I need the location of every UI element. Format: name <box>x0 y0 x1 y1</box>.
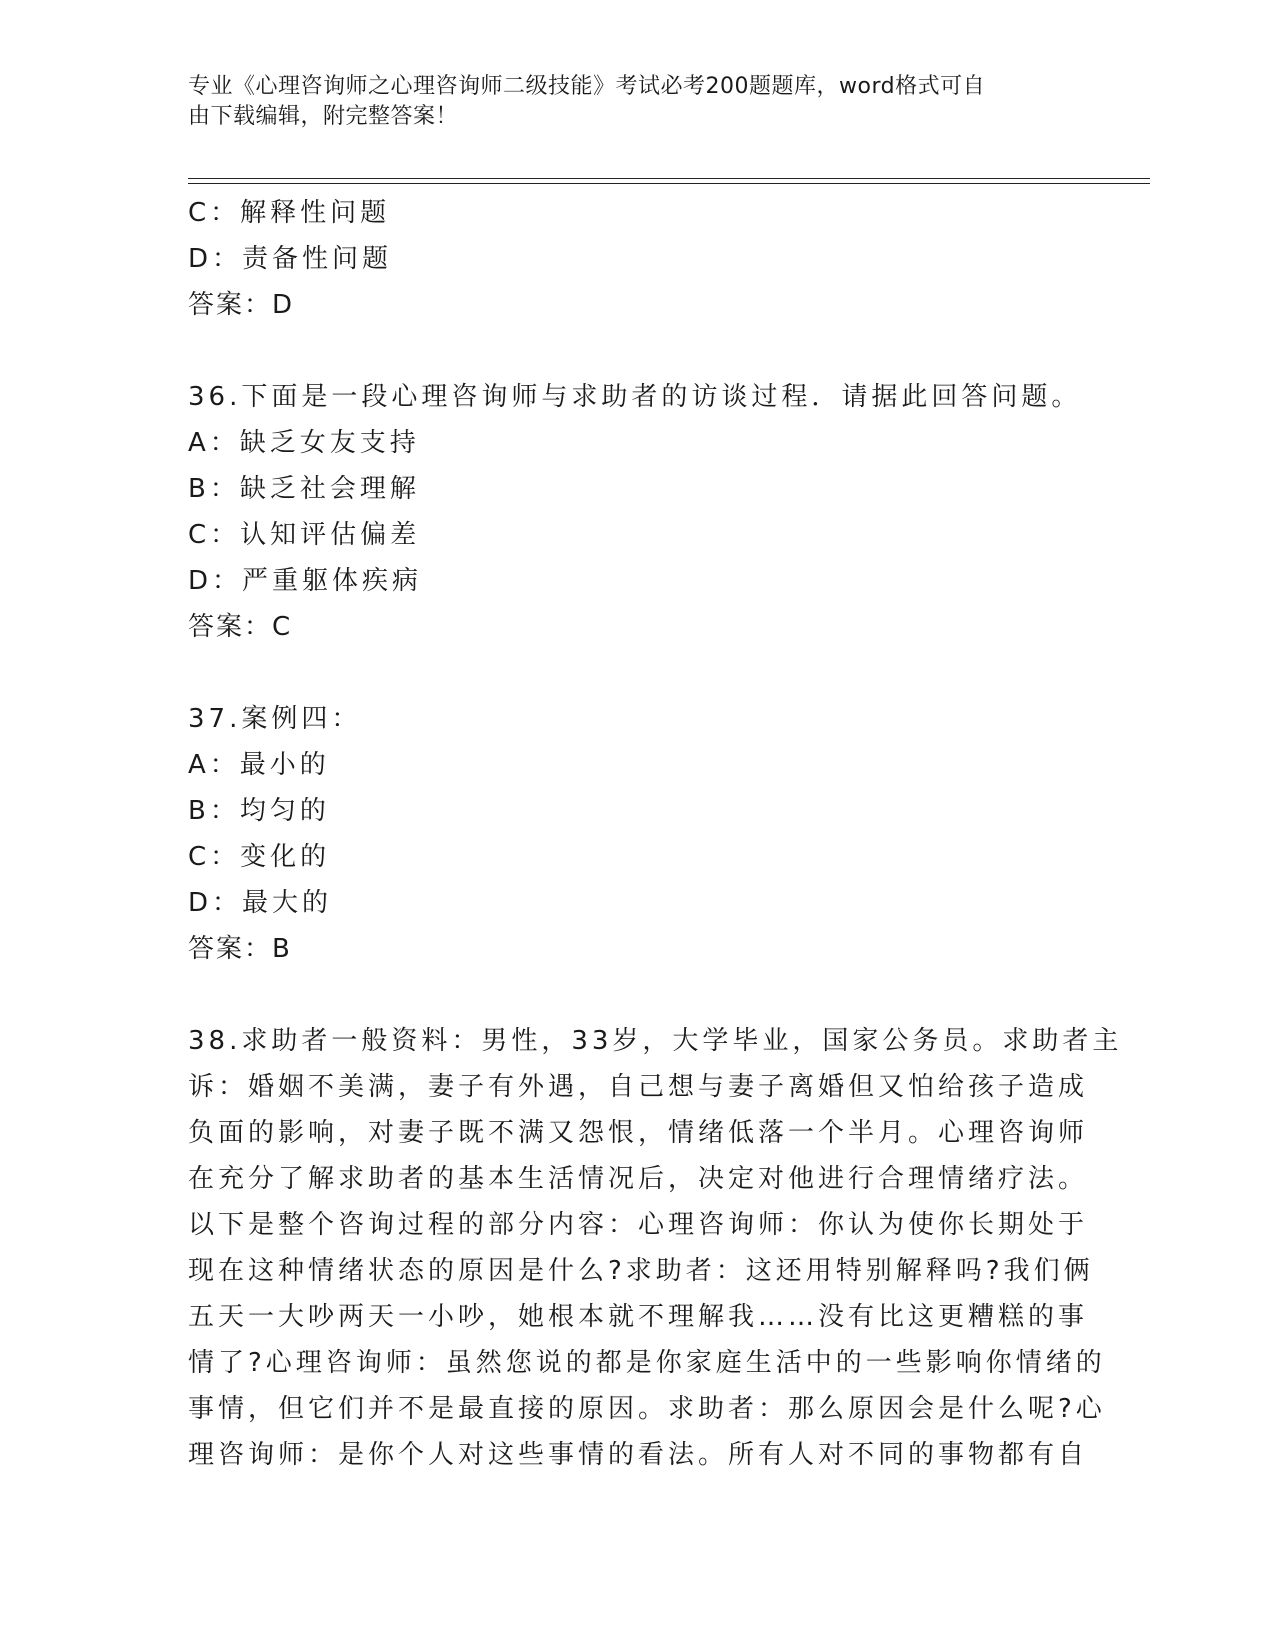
question-38-line: 以下是整个咨询过程的部分内容：心理咨询师：你认为使你长期处于 <box>188 1210 1089 1240</box>
question-38-line: 理咨询师：是你个人对这些事情的看法。所有人对不同的事物都有自 <box>188 1440 1089 1470</box>
question-37 <box>188 696 1088 972</box>
question-38-line: 五天一大吵两天一小吵，她根本就不理解我……没有比这更糟糕的事 <box>188 1302 1089 1332</box>
answer: 答案：C <box>188 612 293 642</box>
question-38-line: 38.求助者一般资料：男性，33岁，大学毕业，国家公务员。求助者主 <box>188 1026 1123 1056</box>
option-d: D：责备性问题 <box>188 244 393 274</box>
option-c: C：解释性问题 <box>188 198 391 228</box>
option-b: B：均匀的 <box>188 796 330 826</box>
question-38-line: 诉：婚姻不美满，妻子有外遇，自己想与妻子离婚但又怕给孩子造成 <box>188 1072 1089 1102</box>
question-38-line: 事情，但它们并不是最直接的原因。求助者：那么原因会是什么呢?心 <box>188 1394 1106 1424</box>
question-38-line: 负面的影响，对妻子既不满又怨恨，情绪低落一个半月。心理咨询师 <box>188 1118 1089 1148</box>
question-stem: 36.下面是一段心理咨询师与求助者的访谈过程．请据此回答问题。 <box>188 382 1082 412</box>
question-38-line: 在充分了解求助者的基本生活情况后，决定对他进行合理情绪疗法。 <box>188 1164 1089 1194</box>
prev-question <box>188 190 1088 328</box>
header-line-2: 由下载编辑，附完整答案！ <box>188 104 459 129</box>
option-d: D：最大的 <box>188 888 333 918</box>
option-a: A：最小的 <box>188 750 330 780</box>
header-line-1: 专业《心理咨询师之心理咨询师二级技能》考试必考200题题库，word格式可自 <box>188 74 986 99</box>
option-d: D：严重躯体疾病 <box>188 566 423 596</box>
option-c: C：变化的 <box>188 842 331 872</box>
option-a: A：缺乏女友支持 <box>188 428 420 458</box>
header-divider-top <box>188 178 1150 179</box>
answer: 答案：B <box>188 934 292 964</box>
header-divider-bottom <box>188 183 1150 184</box>
document-header <box>188 72 1068 132</box>
answer: 答案：D <box>188 290 295 320</box>
question-38-line: 情了?心理咨询师：虽然您说的都是你家庭生活中的一些影响你情绪的 <box>188 1348 1106 1378</box>
option-c: C：认知评估偏差 <box>188 520 421 550</box>
option-b: B：缺乏社会理解 <box>188 474 420 504</box>
document-body <box>188 190 1123 1478</box>
question-38 <box>188 1018 1123 1478</box>
question-36 <box>188 374 1088 650</box>
question-38-line: 现在这种情绪状态的原因是什么?求助者：这还用特别解释吗?我们俩 <box>188 1256 1094 1286</box>
question-stem: 37.案例四： <box>188 704 362 734</box>
